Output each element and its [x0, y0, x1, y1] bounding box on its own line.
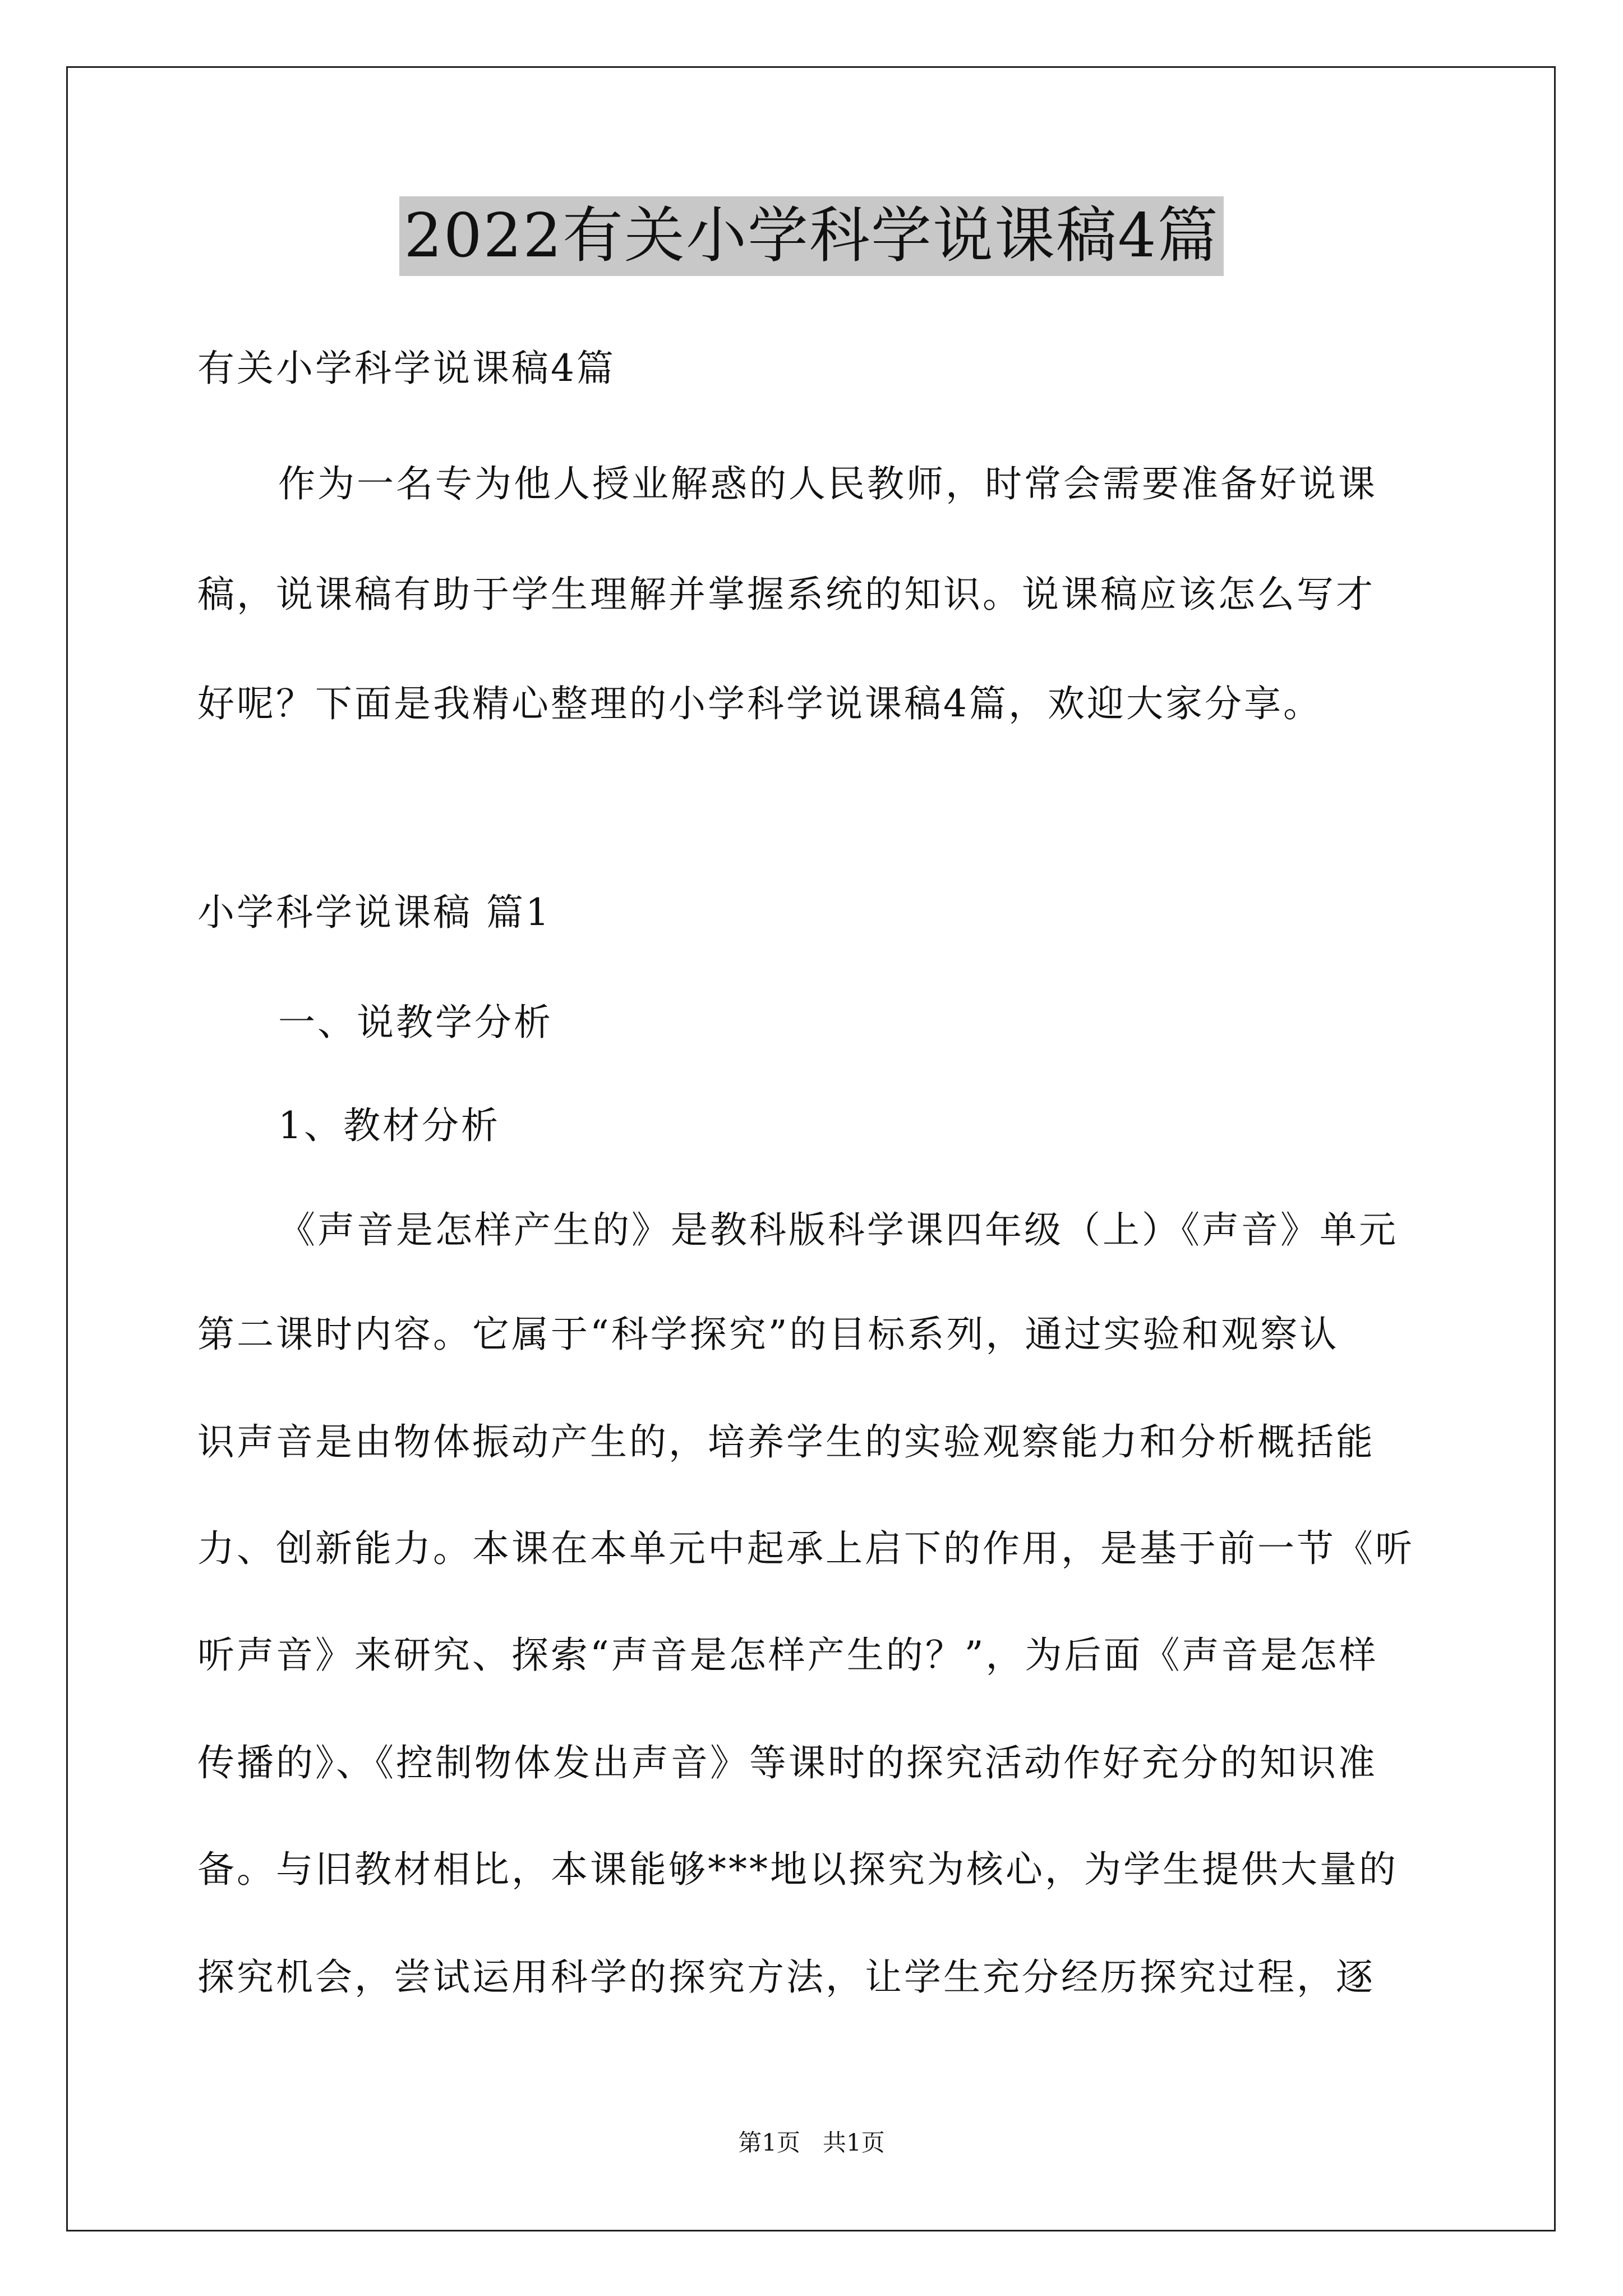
title-container: [0, 196, 1623, 276]
section-heading: 小学科学说课稿 篇1: [197, 891, 551, 934]
part-heading: 一、说教学分析: [278, 1001, 553, 1044]
body-line-2: 第二课时内容。它属于“科学探究”的目标系列，通过实验和观察认: [197, 1313, 1339, 1356]
document-subtitle: 有关小学科学说课稿4篇: [197, 347, 616, 390]
intro-line-2: 稿，说课稿有助于学生理解并掌握系统的知识。说课稿应该怎么写才: [197, 573, 1375, 616]
intro-line-1: 作为一名专为他人授业解惑的人民教师，时常会需要准备好说课: [278, 462, 1377, 505]
document-title: 2022有关小学科学说课稿4篇: [399, 196, 1224, 276]
sub-heading: 1、教材分析: [278, 1104, 500, 1147]
page-footer: 第1页 共1页: [738, 2129, 885, 2156]
body-line-7: 备。与旧教材相比，本课能够***地以探究为核心，为学生提供大量的: [197, 1848, 1398, 1891]
intro-line-3: 好呢？下面是我精心整理的小学科学说课稿4篇，欢迎大家分享。: [197, 682, 1322, 725]
body-line-4: 力、创新能力。本课在本单元中起承上启下的作用，是基于前一节《听: [197, 1527, 1414, 1570]
body-line-5: 听声音》来研究、探索“声音是怎样产生的？”，为后面《声音是怎样: [197, 1634, 1378, 1677]
body-line-1: 《声音是怎样产生的》是教科版科学课四年级（上）《声音》单元: [278, 1208, 1398, 1251]
body-line-6: 传播的》、《控制物体发出声音》等课时的探究活动作好充分的知识准: [197, 1741, 1377, 1784]
body-line-3: 识声音是由物体振动产生的，培养学生的实验观察能力和分析概括能: [197, 1420, 1375, 1464]
body-line-8: 探究机会，尝试运用科学的探究方法，让学生充分经历探究过程，逐: [197, 1955, 1375, 1999]
